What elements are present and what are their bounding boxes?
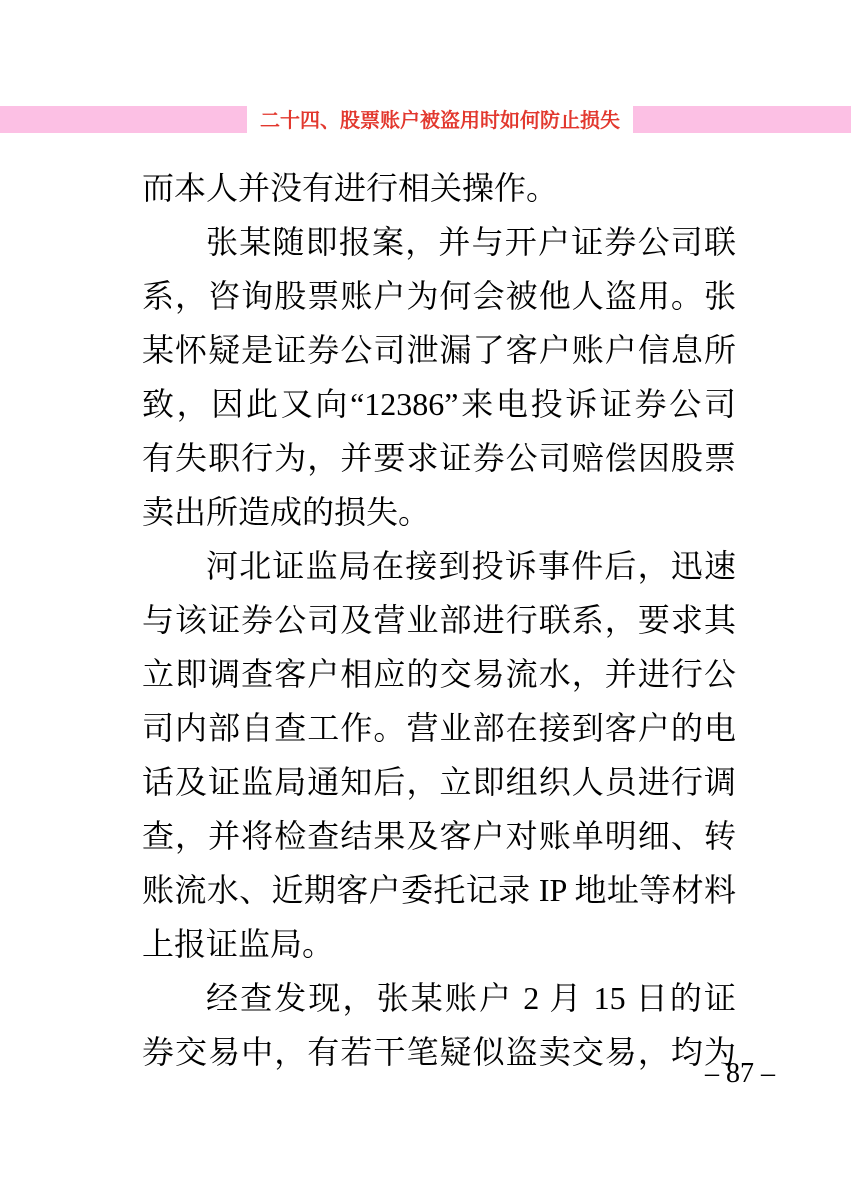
- text-line: 话及证监局通知后，立即组织人员进行调: [142, 764, 736, 800]
- text-line: 致，因此又向“12386”来电投诉证券公司: [142, 386, 736, 422]
- text-line: 有失职行为，并要求证券公司赔偿因股票: [142, 440, 736, 476]
- header-title-box: [247, 100, 633, 136]
- text-line: 而本人并没有进行相关操作。: [142, 170, 559, 206]
- text-line: 经查发现，张某账户 2 月 15 日的证: [206, 980, 736, 1016]
- text-line: 账流水、近期客户委托记录 IP 地址等材料: [142, 872, 736, 908]
- text-line: 查，并将检查结果及客户对账单明细、转: [142, 818, 736, 854]
- text-line: 与该证券公司及营业部进行联系，要求其: [142, 602, 736, 638]
- body-text: [142, 161, 736, 1079]
- text-line: 系，咨询股票账户为何会被他人盗用。张: [142, 278, 736, 314]
- page-number: – 87 –: [705, 1058, 775, 1089]
- text-line: 立即调查客户相应的交易流水，并进行公: [142, 656, 736, 692]
- text-line: 券交易中，有若干笔疑似盗卖交易，均为: [142, 1034, 736, 1070]
- text-line: 卖出所造成的损失。: [142, 494, 431, 530]
- text-line: 张某随即报案，并与开户证券公司联: [206, 224, 736, 260]
- text-line: 司内部自查工作。营业部在接到客户的电: [142, 710, 736, 746]
- chapter-title: 二十四、股票账户被盗用时如何防止损失: [260, 109, 620, 132]
- text-line: 某怀疑是证券公司泄漏了客户账户信息所: [142, 332, 736, 368]
- text-line: 上报证监局。: [142, 926, 335, 962]
- text-line: 河北证监局在接到投诉事件后，迅速: [206, 548, 736, 584]
